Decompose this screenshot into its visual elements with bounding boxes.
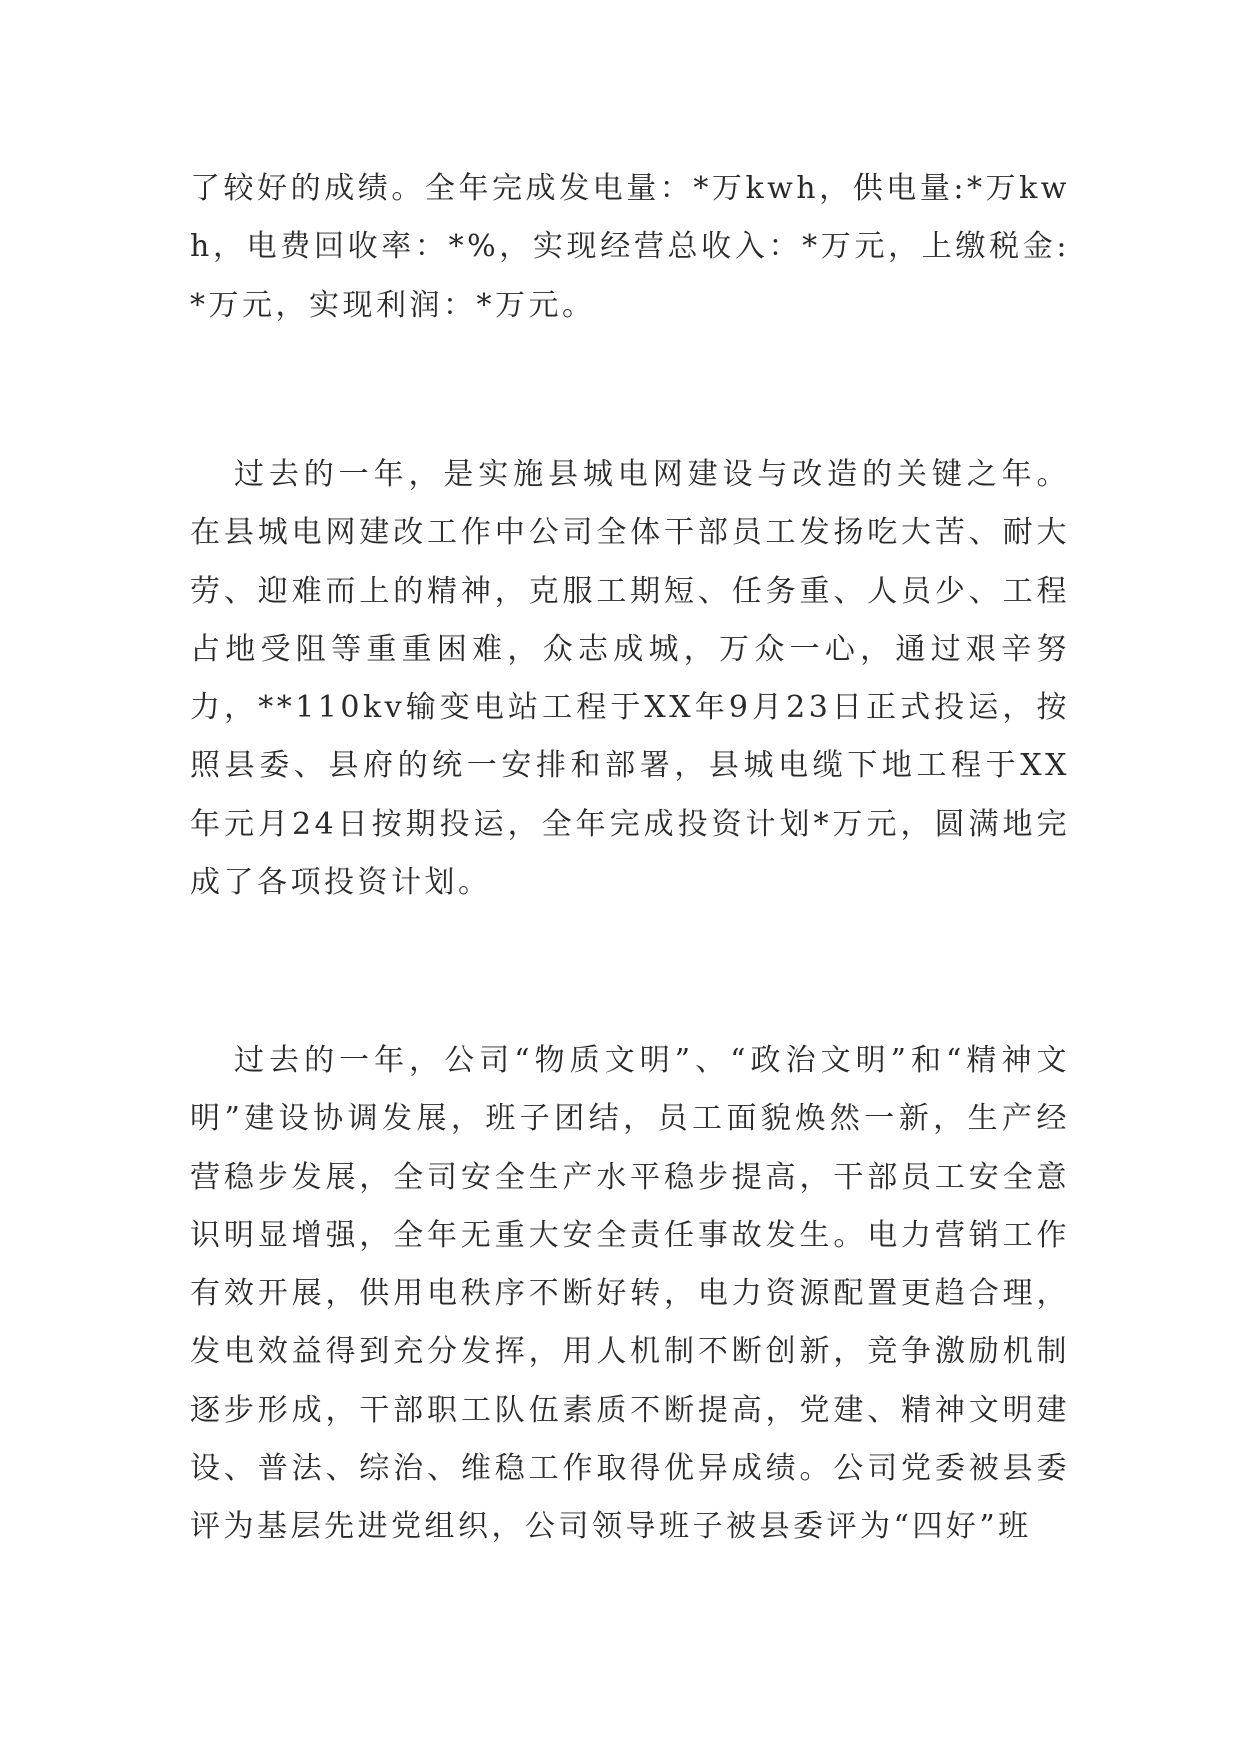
paragraph-civilization-building: 过去的一年，公司“物质文明”、“政治文明”和“精神文明”建设协调发展，班子团结，员工面貌焕然一新，生产经营稳步发展，全司安全生产水平稳步提高，干部员工安全意识明显增强，全年无重大安全责任事故发生。电力营销工作有效开展，供用电秩序不断好转，电力资源配置更趋合理，发电效益得到充分发挥，用人机制不断创新，竞争激励机制逐步形成，干部职工队伍素质不断提高，党建、精神文明建设、普法、综治、维稳工作取得优异成绩。公司党委被县委评为基层先进党组织，公司领导班子被县委评为“四好”班 bbox=[190, 1043, 1070, 1545]
paragraph-continuation: 了较好的成绩。全年完成发电量：*万kwh，供电量:*万kwh，电费回收率：*%，实现经营总收入：*万元，上缴税金:*万元，实现利润：*万元。 bbox=[190, 171, 1070, 323]
paragraph-grid-construction: 过去的一年，是实施县城电网建设与改造的关键之年。在县城电网建改工作中公司全体干部员工发扬吃大苦、耐大劳、迎难而上的精神，克服工期短、任务重、人员少、工程占地受阻等重重困难，众志成城，万众一心，通过艰辛努力，**110kv输变电站工程于XX年9月23日正式投运，按照县委、县府的统一安排和部署，县城电缆下地工程于XX年元月24日按期投运，全年完成投资计划*万元，圆满地完成了各项投资计划。 bbox=[190, 457, 1070, 901]
